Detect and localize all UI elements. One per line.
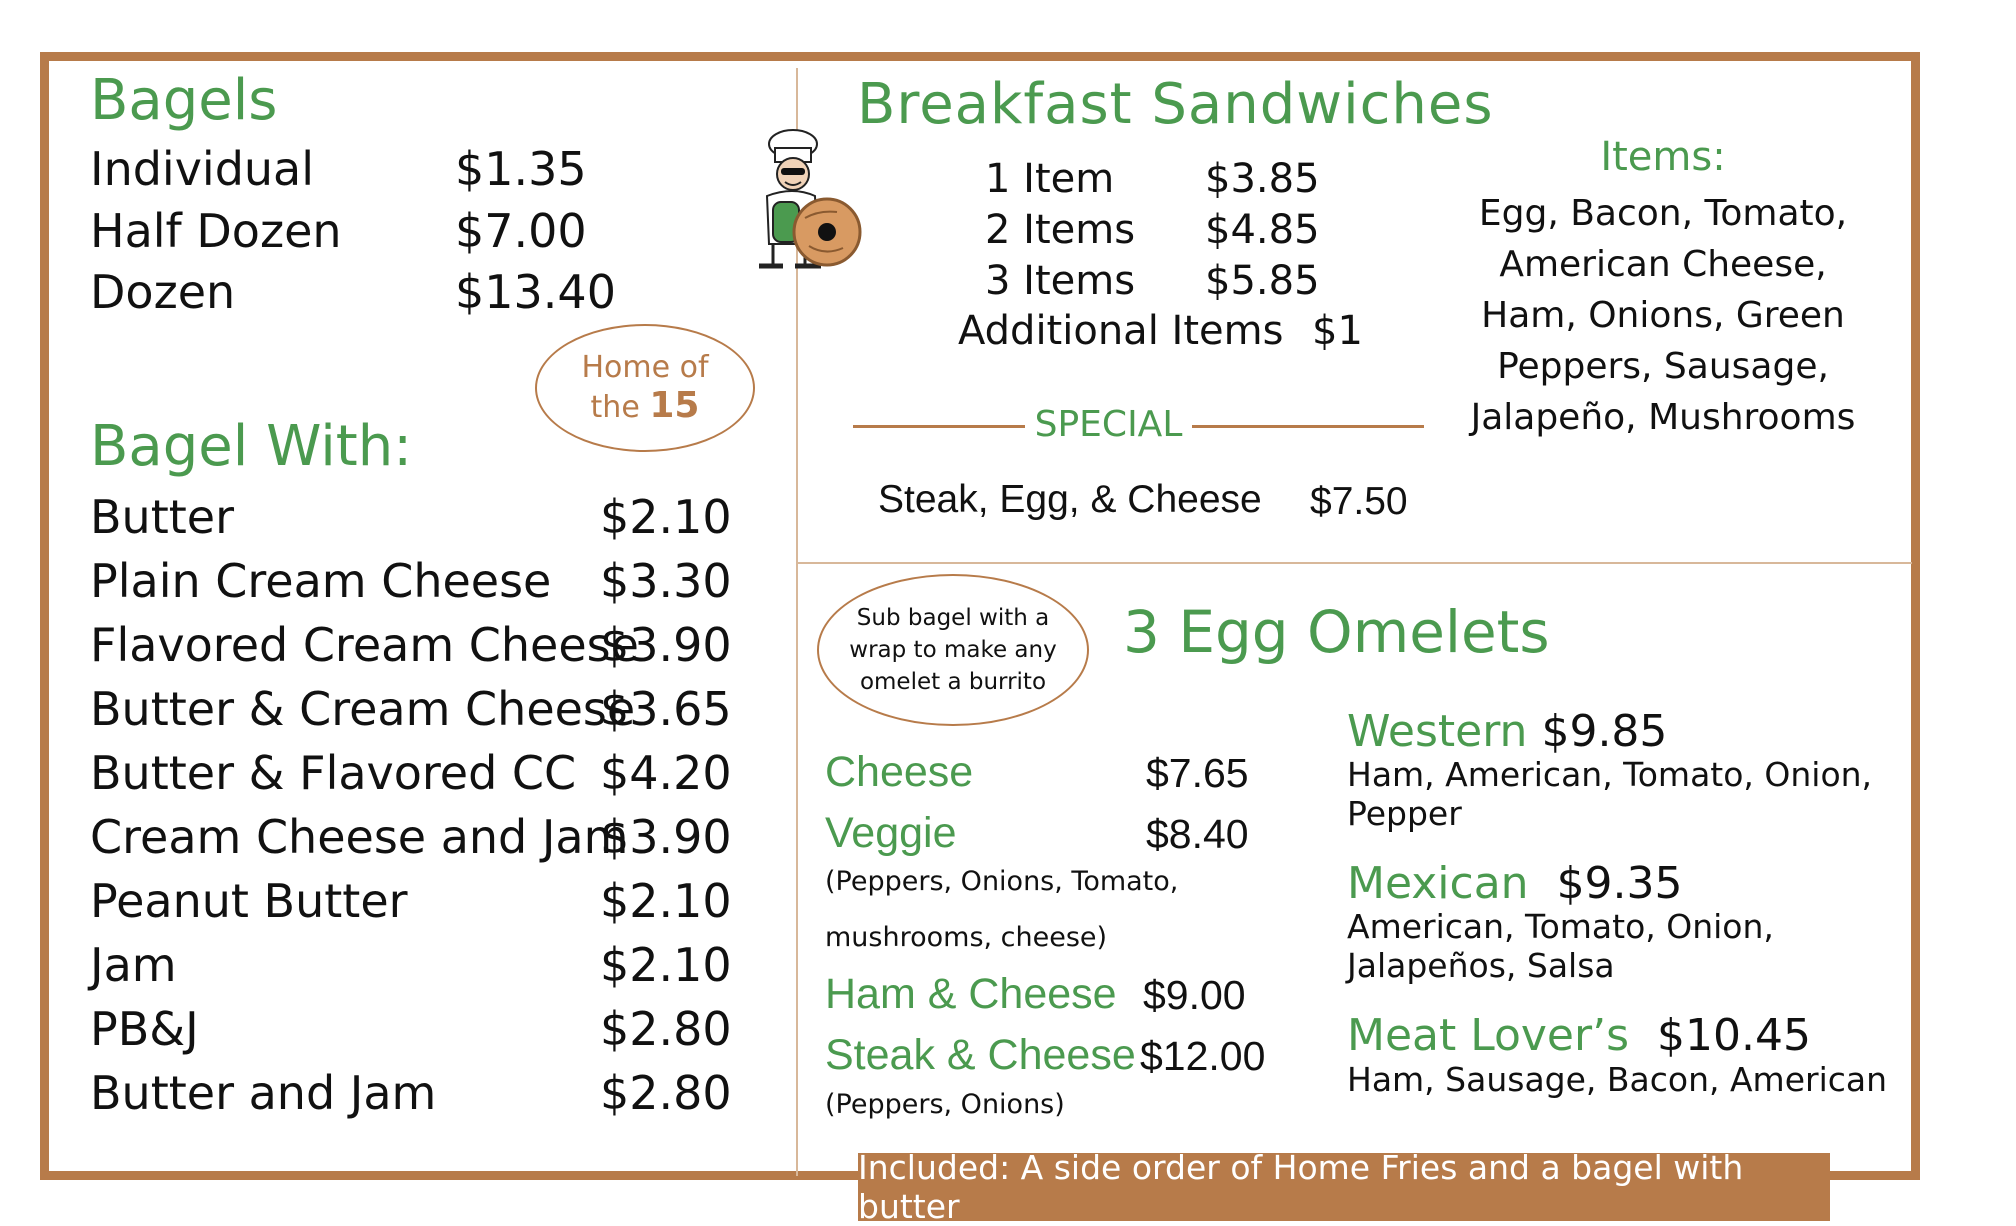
bagel-with-row-price: $2.10 <box>600 938 732 992</box>
bagels-title: Bagels <box>90 68 278 133</box>
bagel-row-name: Half Dozen <box>90 204 342 258</box>
breakfast-row-price: $5.85 <box>1205 258 1320 304</box>
bagel-with-row-price: $2.80 <box>600 1066 732 1120</box>
additional-items-label: Additional Items <box>958 308 1284 354</box>
omelet-name: Western <box>1347 706 1528 757</box>
omelet-price: $9.35 <box>1556 858 1683 909</box>
bagel-with-row-name: Jam <box>90 938 177 992</box>
omelet-description: Jalapeños, Salsa <box>1347 946 1615 985</box>
omelet-price: $10.45 <box>1657 1010 1811 1061</box>
omelet-description: Ham, Sausage, Bacon, American <box>1347 1060 1888 1099</box>
omelet-name: Steak & Cheese <box>825 1031 1136 1079</box>
omelets-title: 3 Egg Omelets <box>1123 598 1550 666</box>
omelet-name: Meat Lover’s <box>1347 1010 1630 1061</box>
home-of-the-15-badge <box>535 324 755 452</box>
horizontal-divider <box>798 562 1912 564</box>
items-list: Egg, Bacon, Tomato, American Cheese, Ham, Onions, Green Peppers, Sausage, Jalapeño, Mushrooms <box>1470 193 1856 438</box>
items-title: Items: <box>1600 134 1726 180</box>
omelet-price: $12.00 <box>1140 1033 1266 1079</box>
omelet-description: mushrooms, cheese) <box>825 922 1108 953</box>
bagel-with-row-price: $3.90 <box>600 618 732 672</box>
badge-number: 15 <box>649 385 700 426</box>
omelet-heading <box>1347 858 1683 909</box>
special-rule-right <box>1192 425 1424 428</box>
burrito-note-badge <box>817 574 1089 726</box>
bagel-row-price: $1.35 <box>455 142 587 196</box>
omelet-description: (Peppers, Onions) <box>825 1089 1065 1120</box>
omelet-heading <box>1347 1010 1811 1061</box>
bagel-with-row-name: PB&J <box>90 1002 199 1056</box>
note-line-2: wrap to make any <box>849 637 1057 663</box>
bagel-row-price: $13.40 <box>455 265 616 319</box>
bagel-with-row-name: Cream Cheese and Jam <box>90 810 629 864</box>
omelet-heading <box>1347 706 1667 757</box>
additional-items-price: $1 <box>1312 308 1363 354</box>
bagel-with-row-price: $2.10 <box>600 874 732 928</box>
bagel-with-row-price: $4.20 <box>600 746 732 800</box>
note-line-3: omelet a burrito <box>859 669 1047 695</box>
special-item-name: Steak, Egg, & Cheese <box>878 478 1262 521</box>
bagel-with-row-name: Butter & Flavored CC <box>90 746 577 800</box>
omelet-name: Ham & Cheese <box>825 970 1117 1018</box>
badge-line-1: Home of <box>581 350 709 385</box>
omelet-description: (Peppers, Onions, Tomato, <box>825 866 1179 897</box>
breakfast-title: Breakfast Sandwiches <box>857 72 1494 137</box>
bagel-with-row-price: $2.80 <box>600 1002 732 1056</box>
included-banner: Included: A side order of Home Fries and a bagel with butter <box>858 1153 1830 1221</box>
bagel-with-title: Bagel With: <box>90 414 413 479</box>
bagel-row-name: Individual <box>90 142 315 196</box>
breakfast-row-price: $4.85 <box>1205 207 1320 253</box>
bagel-with-row-price: $3.65 <box>600 682 732 736</box>
omelet-name: Mexican <box>1347 858 1529 909</box>
bagel-with-row-name: Butter & Cream Cheese <box>90 682 636 736</box>
omelet-name: Veggie <box>825 809 957 857</box>
note-line-1: Sub bagel with a <box>856 605 1050 631</box>
bagel-with-row-name: Flavored Cream Cheese <box>90 618 639 672</box>
special-rule-left <box>853 425 1025 428</box>
bagel-row-name: Dozen <box>90 265 236 319</box>
bagel-with-row-price: $3.90 <box>600 810 732 864</box>
bagel-with-row-price: $3.30 <box>600 554 732 608</box>
bagel-with-row-price: $2.10 <box>600 490 732 544</box>
omelet-name: Cheese <box>825 748 974 796</box>
breakfast-row-name: 2 Items <box>985 207 1136 253</box>
breakfast-row-name: 3 Items <box>985 258 1136 304</box>
omelet-description: American, Tomato, Onion, <box>1347 907 1774 946</box>
bagel-with-row-name: Peanut Butter <box>90 874 408 928</box>
badge-line-2: the 15 <box>590 385 700 426</box>
omelet-price: $9.85 <box>1541 706 1668 757</box>
omelet-price: $9.00 <box>1143 972 1246 1018</box>
omelet-description: Pepper <box>1347 794 1462 833</box>
bagel-with-row-name: Butter <box>90 490 234 544</box>
bagel-with-row-name: Plain Cream Cheese <box>90 554 552 608</box>
omelet-description: Ham, American, Tomato, Onion, <box>1347 755 1873 794</box>
special-item-price: $7.50 <box>1310 480 1408 523</box>
bagel-row-price: $7.00 <box>455 204 587 258</box>
chef-holding-bagel-icon <box>745 126 865 274</box>
breakfast-row-name: 1 Item <box>985 156 1115 202</box>
omelet-price: $7.65 <box>1146 750 1249 796</box>
omelet-price: $8.40 <box>1146 811 1249 857</box>
breakfast-row-price: $3.85 <box>1205 156 1320 202</box>
special-label: SPECIAL <box>1034 404 1183 445</box>
bagel-with-row-name: Butter and Jam <box>90 1066 437 1120</box>
